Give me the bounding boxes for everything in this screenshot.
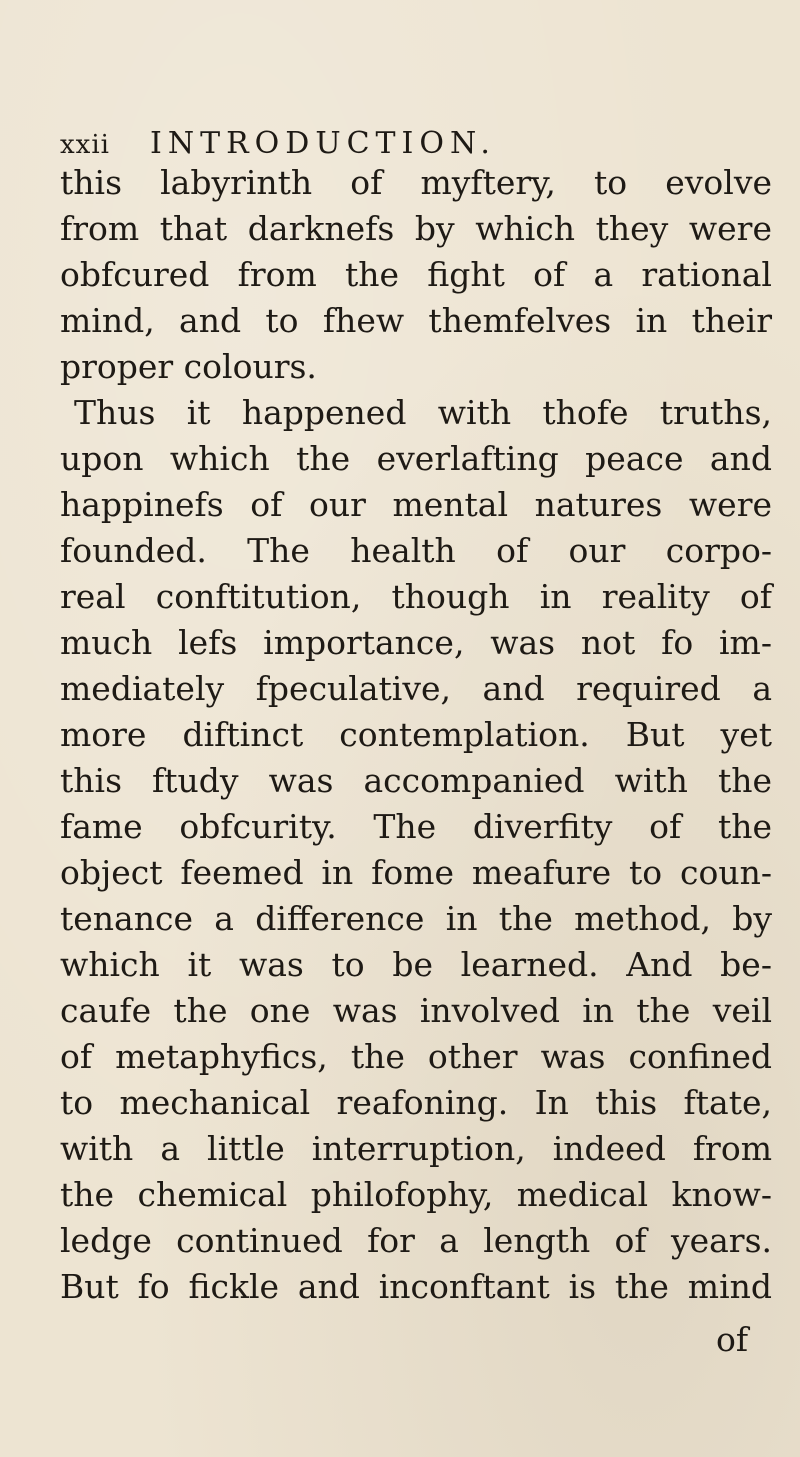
text-line: this labyrinth of myftery, to evolve: [60, 163, 772, 202]
text-line: mediately fpeculative, and required a: [60, 669, 772, 708]
text-line: proper colours.: [60, 347, 317, 386]
text-line: obfcured from the fight of a rational: [60, 255, 772, 294]
text-line: the chemical philofophy, medical know-: [60, 1175, 772, 1214]
text-line: happinefs of our mental natures were: [60, 485, 772, 524]
text-line: But fo fickle and inconftant is the mind: [60, 1267, 772, 1306]
text-line: ledge continued for a length of years.: [60, 1221, 772, 1260]
text-line: mind, and to fhew themfelves in their: [60, 301, 772, 340]
text-line: this ftudy was accompanied with the: [60, 761, 772, 800]
text-line: object feemed in fome meafure to coun-: [60, 853, 772, 892]
text-line: caufe the one was involved in the veil: [60, 991, 772, 1030]
text-line: founded. The health of our corpo-: [60, 531, 772, 570]
text-line: of metaphyfics, the other was confined: [60, 1037, 772, 1076]
text-line: real conftitution, though in reality of: [60, 577, 772, 616]
text-line: which it was to be learned. And be-: [60, 945, 772, 984]
catchword: of: [716, 1320, 749, 1359]
text-line: with a little interruption, indeed from: [60, 1129, 772, 1168]
text-line: upon which the everlafting peace and: [60, 439, 772, 478]
body-text: [60, 160, 772, 1310]
text-line: tenance a difference in the method, by: [60, 899, 772, 938]
page-number: xxii: [60, 130, 110, 160]
text-line: more diftinct contemplation. But yet: [60, 715, 772, 754]
text-line: Thus it happened with thofe truths,: [74, 393, 772, 432]
running-head: INTRODUCTION.: [149, 126, 496, 161]
text-line: much lefs importance, was not fo im-: [60, 623, 772, 662]
text-line: to mechanical reafoning. In this ftate,: [60, 1083, 772, 1122]
text-line: fame obfcurity. The diverfity of the: [60, 807, 772, 846]
text-line: from that darknefs by which they were: [60, 209, 772, 248]
